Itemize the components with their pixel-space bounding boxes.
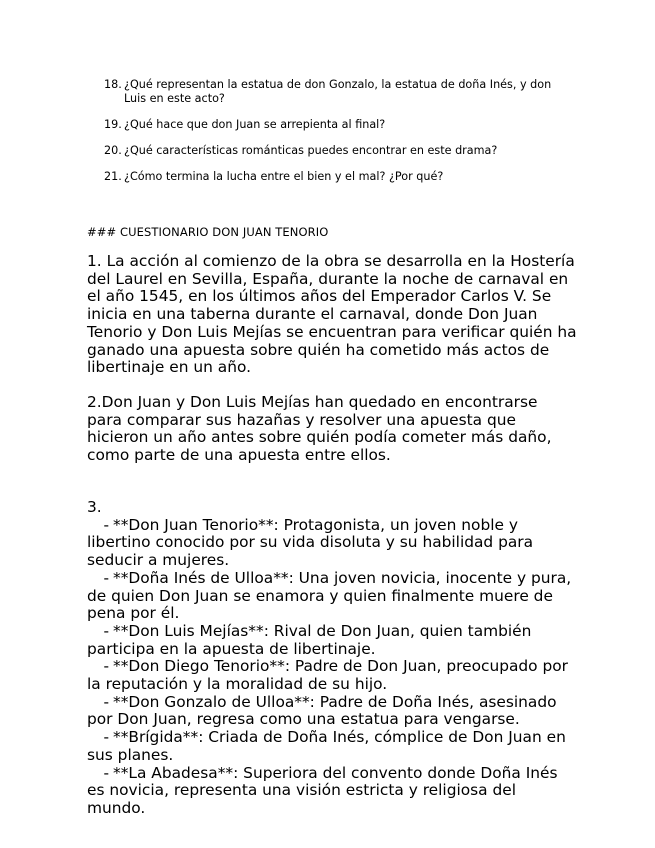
character-item	[87, 623, 577, 658]
character-text: **Doña Inés de Ulloa**: Una joven novicia, inocente y pura, de quien Don Juan se enamora y quien finalmente muere de pena por él.	[87, 568, 572, 623]
character-text: **Don Luis Mejías**: Rival de Don Juan, quien también participa en la apuesta de libertinaje.	[87, 621, 532, 658]
character-item	[87, 729, 577, 764]
bullet-dash: -	[103, 568, 109, 587]
question-item	[104, 170, 564, 184]
question-number: 21.	[104, 170, 122, 183]
answer-1: 1. La acción al comienzo de la obra se desarrolla en la Hostería del Laurel en Sevilla, España, durante la noche de carnaval en el año 1545, en los últimos años del Emperador Carlos V. Se inicia en una taberna durante el carnaval, donde Don Juan Tenorio y Don Luis Mejías se encuentran para verificar quién ha ganado una apuesta sobre quién ha cometido más actos de libertinaje en un año.	[87, 252, 577, 377]
character-item	[87, 570, 577, 623]
question-number: 18.	[104, 78, 122, 91]
bullet-dash: -	[103, 692, 109, 711]
section-heading: ### CUESTIONARIO DON JUAN TENORIO	[87, 225, 329, 239]
question-number: 19.	[104, 118, 122, 131]
character-item	[87, 658, 577, 693]
character-text: **Don Diego Tenorio**: Padre de Don Juan, preocupado por la reputación y la moralidad de su hijo.	[87, 657, 568, 694]
character-text: **Don Gonzalo de Ulloa**: Padre de Doña Inés, asesinado por Don Juan, regresa como una estatua para vengarse.	[87, 692, 557, 729]
bullet-dash: -	[103, 515, 109, 534]
bullet-dash: -	[103, 763, 109, 782]
question-number: 20.	[104, 144, 122, 157]
character-item	[87, 765, 577, 818]
question-text: ¿Qué representan la estatua de don Gonzalo, la estatua de doña Inés, y don Luis en este acto?	[124, 78, 552, 105]
question-item	[104, 78, 564, 106]
answer-3-label: 3.	[87, 498, 102, 516]
question-text: ¿Cómo termina la lucha entre el bien y el mal? ¿Por qué?	[124, 170, 444, 183]
bullet-dash: -	[103, 728, 109, 747]
bullet-dash: -	[103, 657, 109, 676]
question-item	[104, 144, 564, 158]
answer-2: 2.Don Juan y Don Luis Mejías han quedado en encontrarse para comparar sus hazañas y resolver una apuesta que hicieron un año antes sobre quién podía cometer más daño, como parte de una apuesta entre ellos.	[87, 393, 552, 465]
answer-3	[87, 499, 577, 818]
character-item	[87, 517, 577, 570]
question-text: ¿Qué hace que don Juan se arrepienta al final?	[124, 118, 386, 131]
bullet-dash: -	[103, 621, 109, 640]
question-text: ¿Qué características románticas puedes encontrar en este drama?	[124, 144, 498, 157]
character-text: **Brígida**: Criada de Doña Inés, cómplice de Don Juan en sus planes.	[87, 728, 566, 764]
character-text: **Don Juan Tenorio**: Protagonista, un joven noble y libertino conocido por su vida disoluta y su habilidad para seducir a mujeres.	[87, 515, 534, 570]
question-item	[104, 118, 564, 132]
character-text: **La Abadesa**: Superiora del convento donde Doña Inés es novicia, representa una visión estricta y religiosa del mundo.	[87, 763, 558, 817]
character-item	[87, 694, 577, 729]
question-list	[104, 78, 564, 196]
